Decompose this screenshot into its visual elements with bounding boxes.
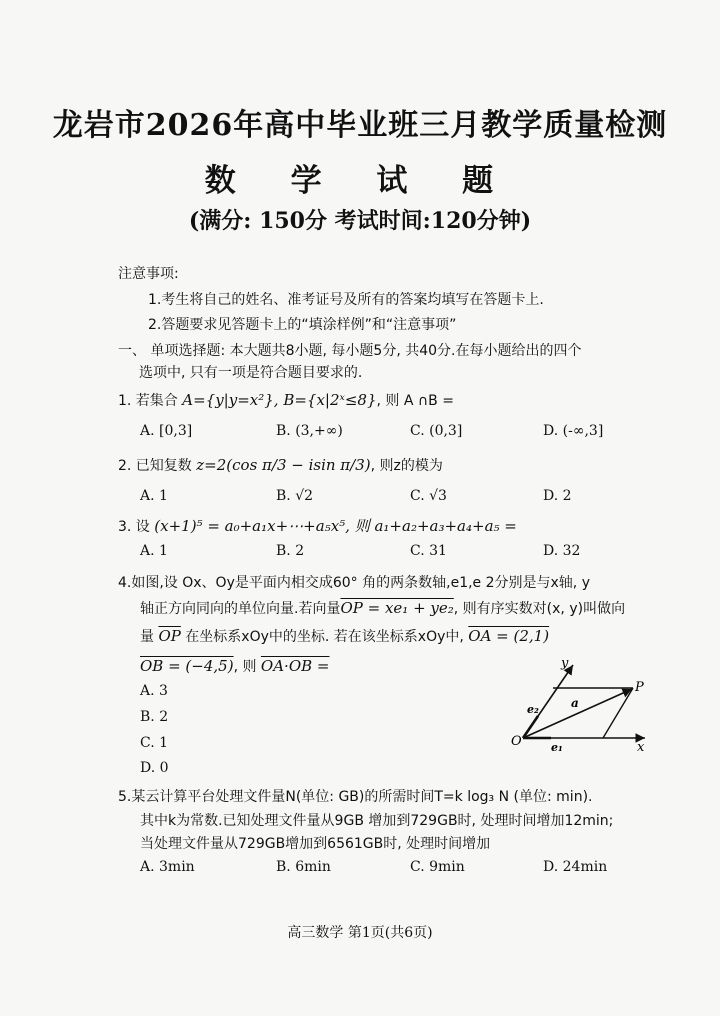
q4-l4-c: OA·OB =	[260, 657, 330, 675]
q4-option-a[interactable]: A. 3	[140, 683, 168, 699]
notice-heading: 注意事项:	[118, 266, 179, 282]
q1-prefix: 1. 若集合	[118, 393, 178, 409]
q2-option-d[interactable]: D. 2	[543, 488, 572, 504]
notice-item-2: 2.答题要求见答题卡上的“填涂样例”和“注意事项”	[148, 317, 457, 333]
q1-option-c[interactable]: C. (0,3]	[410, 423, 463, 439]
q1-suffix: , 则 A ∩B =	[376, 393, 454, 409]
label-e1: e₁	[551, 741, 563, 754]
q5-option-a[interactable]: A. 3min	[140, 859, 195, 875]
coordinate-figure	[505, 655, 655, 755]
q3-option-a[interactable]: A. 1	[140, 543, 168, 559]
exam-info: (满分: 150分 考试时间:120分钟)	[188, 208, 532, 234]
q5-option-c[interactable]: C. 9min	[410, 859, 465, 875]
question-1-stem	[118, 390, 454, 410]
q4-l3-a: 量	[140, 629, 154, 645]
question-2-stem	[118, 455, 443, 475]
q4-l4-b: , 则	[233, 659, 257, 675]
question-3-stem	[118, 515, 517, 536]
q1-math: A={y|y=x²}, B={x|2ˣ≤8}	[182, 391, 377, 409]
question-4-line-2	[140, 598, 625, 618]
q4-l2-b: , 则有序实数对(x, y)叫做向	[453, 601, 626, 617]
question-4-line-3	[140, 626, 549, 646]
question-5-line-1: 5.某云计算平台处理文件量N(单位: GB)的所需时间T=k log₃ N (单位: min).	[118, 789, 593, 805]
q3-suffix: , 则 a₁+a₂+a₃+a₄+a₅ =	[345, 517, 517, 535]
q1-option-d[interactable]: D. (-∞,3]	[543, 423, 604, 439]
q4-option-c[interactable]: C. 1	[140, 735, 169, 751]
q4-l2-math: OP = xe₁ + ye₂	[340, 599, 454, 617]
label-x: x	[637, 740, 645, 755]
label-e2: e₂	[527, 703, 539, 716]
q4-option-b[interactable]: B. 2	[140, 709, 169, 725]
q4-l4-a: OB = (−4,5)	[140, 657, 234, 675]
q3-math: (x+1)⁵ = a₀+a₁x+⋯+a₅x⁵	[154, 517, 346, 535]
q2-math: z=2(cos π/3 − isin π/3)	[196, 456, 371, 474]
section-heading: 一、 单项选择题: 本大题共8小题, 每小题5分, 共40分.在每小题给出的四个	[118, 343, 582, 359]
subject-title: 数 学 试 题	[204, 163, 516, 199]
q2-option-a[interactable]: A. 1	[140, 488, 168, 504]
q4-l3-math: $\overline{OP}$	[158, 627, 181, 645]
page-footer: 高三数学 第1页(共6页)	[287, 925, 433, 941]
label-o: O	[511, 734, 522, 749]
q3-prefix: 3. 设	[118, 519, 150, 535]
q2-option-c[interactable]: C. √3	[410, 488, 447, 504]
question-5-line-2: 其中k为常数.已知处理文件量从9GB 增加到729GB时, 处理时间增加12min;	[140, 813, 614, 829]
q4-option-d[interactable]: D. 0	[140, 760, 169, 776]
q3-option-c[interactable]: C. 31	[410, 543, 447, 559]
q5-option-b[interactable]: B. 6min	[276, 859, 331, 875]
q2-prefix: 2. 已知复数	[118, 458, 192, 474]
label-y: y	[561, 656, 569, 671]
q1-option-b[interactable]: B. (3,+∞)	[276, 423, 343, 439]
exam-title: 龙岩市2026年高中毕业班三月教学质量检测	[52, 108, 668, 143]
q5-option-d[interactable]: D. 24min	[543, 859, 608, 875]
question-5-line-3: 当处理文件量从729GB增加到6561GB时, 处理时间增加	[140, 836, 491, 852]
q3-option-d[interactable]: D. 32	[543, 543, 581, 559]
q2-option-b[interactable]: B. √2	[276, 488, 314, 504]
label-p: P	[635, 680, 644, 695]
q1-option-a[interactable]: A. [0,3]	[140, 423, 193, 439]
q3-option-b[interactable]: B. 2	[276, 543, 305, 559]
question-4-line-4	[140, 656, 329, 676]
q4-l3-c: OA = (2,1)	[468, 627, 550, 645]
notice-item-1: 1.考生将自己的姓名、准考证号及所有的答案均填写在答题卡上.	[148, 292, 544, 308]
q4-l3-b: 在坐标系xOy中的坐标. 若在该坐标系xOy中,	[185, 629, 464, 645]
section-heading-cont: 选项中, 只有一项是符合题目要求的.	[139, 365, 363, 381]
q4-l2-a: 轴正方向同向的单位向量.若向量	[140, 601, 341, 617]
question-4-line-1: 4.如图,设 Ox、Oy是平面内相交成60° 角的两条数轴,e1,e 2分别是与x轴, y	[118, 575, 590, 591]
q2-suffix: , 则z的模为	[370, 458, 443, 474]
label-a: a	[571, 696, 579, 710]
